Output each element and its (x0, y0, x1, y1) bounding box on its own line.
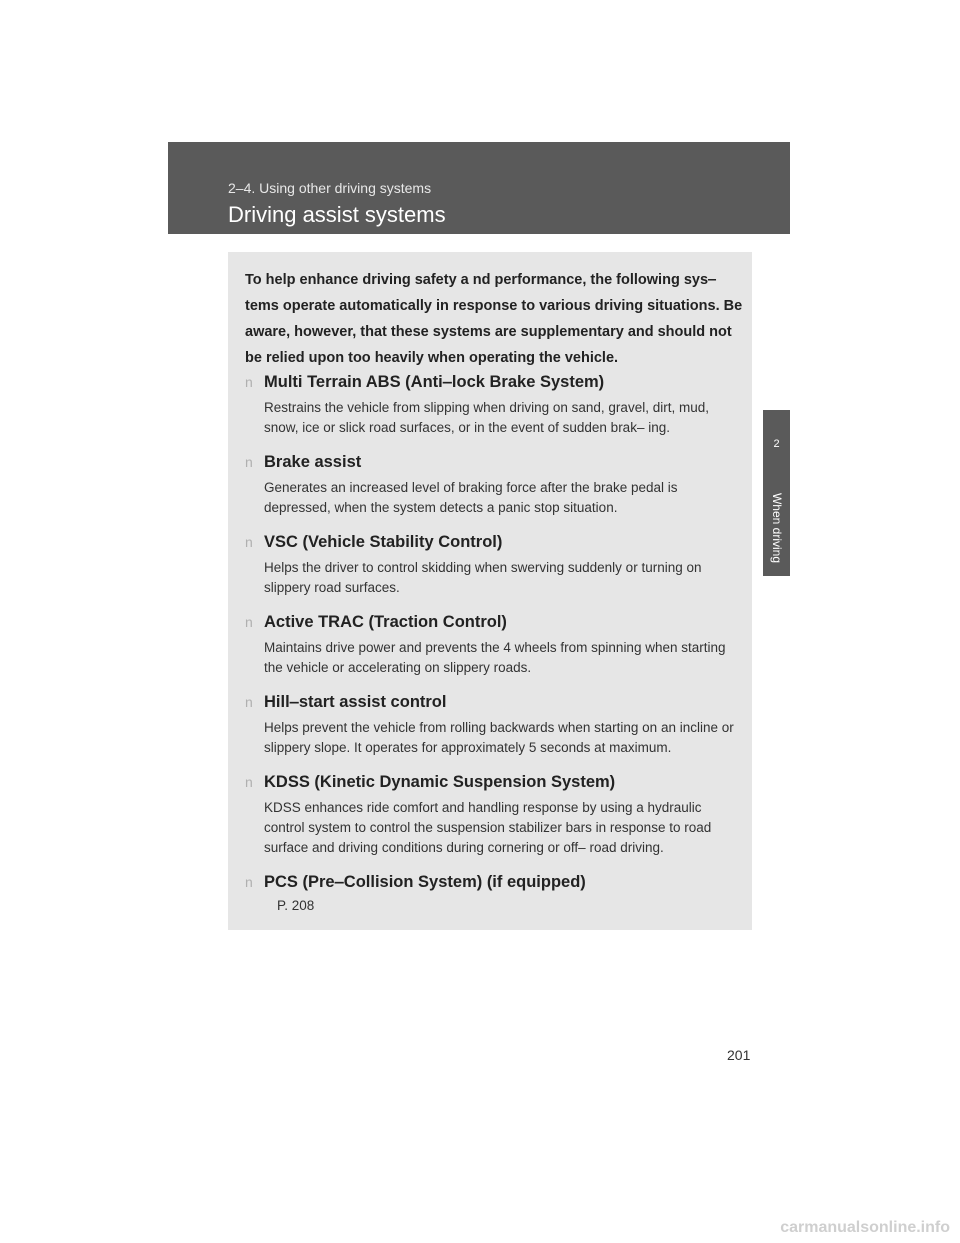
feature-title: Active TRAC (Traction Control) (264, 612, 507, 631)
content-box (228, 252, 752, 930)
page-reference-link[interactable]: P. 208 (277, 898, 315, 913)
feature-description: Maintains drive power and prevents the 4 wheels from spinning when starting the vehicle or accelerating on slippery roads. (264, 640, 726, 675)
feature-item (245, 449, 745, 518)
feature-heading (245, 689, 745, 715)
feature-description: KDSS enhances ride comfort and handling response by using a hydraulic control system to control the suspension stabilizer bars in response to road surface and driving conditions during cornering or off‒ road driving. (264, 800, 712, 855)
page-title: Driving assist systems (228, 202, 446, 227)
page-number: 201 (727, 1047, 751, 1063)
feature-title: Hill‒start assist control (264, 692, 447, 711)
bullet-icon: n (245, 454, 253, 470)
feature-title: Brake assist (264, 452, 362, 471)
feature-heading (245, 529, 745, 555)
feature-description: Generates an increased level of braking force after the brake pedal is depressed, when the system detects a panic stop situation. (264, 480, 678, 515)
chapter-header (168, 142, 790, 234)
feature-description: Restrains the vehicle from slipping when driving on sand, gravel, dirt, mud, snow, ice or slick road surfaces, or in the event of sudden brak‒ ing. (264, 400, 709, 435)
chapter-label: When driving (769, 492, 784, 564)
bullet-icon: n (245, 874, 253, 890)
feature-item (245, 769, 745, 858)
feature-description: Helps prevent the vehicle from rolling backwards when starting on an incline or slippery slope. It operates for approximately 5 seconds at maximum. (264, 720, 734, 755)
feature-item (245, 369, 745, 438)
bullet-icon: n (245, 774, 253, 790)
chapter-number: 2 (773, 438, 780, 450)
feature-item (245, 529, 745, 598)
watermark: carmanualsonline.info (780, 1219, 950, 1236)
feature-item (245, 689, 745, 758)
feature-list (245, 369, 745, 924)
chapter-side-tab[interactable] (763, 410, 790, 576)
feature-item (245, 869, 745, 913)
feature-heading (245, 769, 745, 795)
feature-title: Multi Terrain ABS (Anti‒lock Brake System) (264, 372, 605, 391)
feature-title: KDSS (Kinetic Dynamic Suspension System) (264, 772, 616, 791)
intro-paragraph: To help enhance driving safety a nd performance, the following sys‒ tems operate automatically in response to various driving situations. Be aware, however, that these systems are supplementary and should not be relied upon too heavily when operating the vehicle. (245, 272, 743, 366)
bullet-icon: n (245, 374, 253, 390)
feature-item (245, 609, 745, 678)
feature-heading (245, 609, 745, 635)
bullet-icon: n (245, 694, 253, 710)
feature-heading (245, 369, 745, 395)
section-label: 2‒4. Using other driving systems (228, 180, 432, 196)
feature-title: PCS (Pre‒Collision System) (if equipped) (264, 872, 586, 891)
feature-title: VSC (Vehicle Stability Control) (264, 532, 503, 551)
bullet-icon: n (245, 614, 253, 630)
bullet-icon: n (245, 534, 253, 550)
feature-description: Helps the driver to control skidding when swerving suddenly or turning on slippery road surfaces. (264, 560, 702, 595)
feature-heading (245, 449, 745, 475)
feature-heading (245, 869, 745, 895)
